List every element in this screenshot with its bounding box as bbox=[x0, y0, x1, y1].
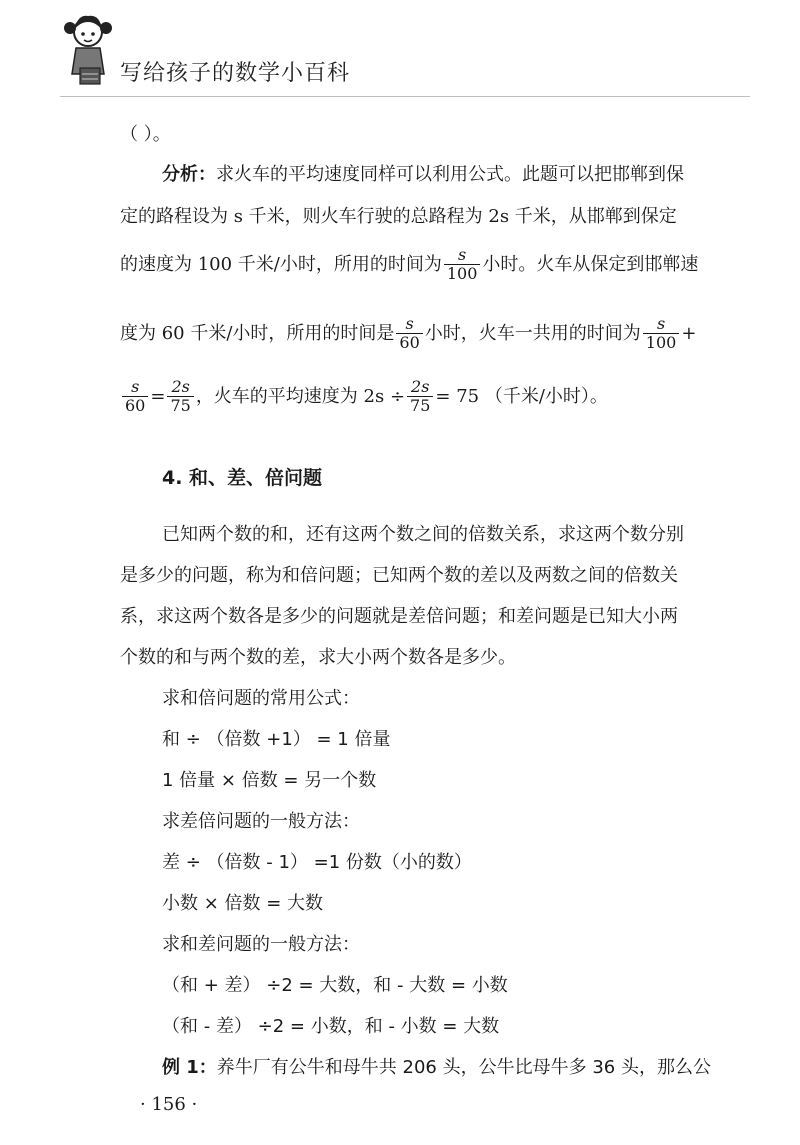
formula-5: （和 + 差） ÷2 = 大数，和 - 大数 = 小数 bbox=[162, 975, 508, 996]
para-line-2: 是多少的问题，称为和倍问题；已知两个数的差以及两数之间的倍数关 bbox=[120, 565, 678, 586]
formula-1: 和 ÷ （倍数 +1） = 1 倍量 bbox=[162, 729, 391, 750]
formula-heading-2: 求差倍问题的一般方法： bbox=[162, 811, 360, 832]
para-line-4: 个数的和与两个数的差，求大小两个数各是多少。 bbox=[120, 647, 516, 668]
para-line-3: 系，求这两个数各是多少的问题就是差倍问题；和差问题是已知大小两 bbox=[120, 606, 678, 627]
analysis-line-4: 度为 60 千米/小时，所用的时间是 $\frac{s}{60}$ 小时，火车一共用的时间为 $\frac{s}{100}$ + bbox=[120, 314, 697, 353]
fraction-s-over-60-b: $\frac{s}{60}$ bbox=[122, 378, 148, 416]
fraction-s-over-60: $\frac{s}{60}$ bbox=[396, 315, 422, 353]
formula-4: 小数 × 倍数 = 大数 bbox=[162, 893, 324, 914]
answer-blank: （ ）。 bbox=[120, 124, 171, 145]
girl-mascot-icon bbox=[60, 12, 118, 90]
example-1 bbox=[162, 1053, 711, 1079]
example-text: 养牛厂有公牛和母牛共 206 头，公牛比母牛多 36 头，那么公 bbox=[216, 1057, 711, 1078]
analysis-line-3: 的速度为 100 千米/小时，所用的时间为 $\frac{s}{100}$ 小时。火车从保定到邯郸速 bbox=[120, 245, 699, 284]
formula-heading-1: 求和倍问题的常用公式： bbox=[162, 688, 360, 709]
book-title: 写给孩子的数学小百科 bbox=[120, 61, 351, 86]
para-line-1: 已知两个数的和，还有这两个数之间的倍数关系，求这两个数分别 bbox=[162, 524, 684, 545]
analysis-line-5: $\frac{s}{60}$ = $\frac{2s}{75}$ ，火车的平均速度为 2s ÷ $\frac{2s}{75}$ = 75 （千米/小时）。 bbox=[120, 378, 608, 416]
analysis-label: 分析： bbox=[162, 164, 216, 185]
page-number: · 156 · bbox=[140, 1094, 198, 1115]
example-label: 例 1： bbox=[162, 1057, 217, 1078]
analysis-line-1 bbox=[162, 160, 684, 186]
fraction-s-over-100: $\frac{s}{100}$ bbox=[444, 246, 481, 284]
formula-3: 差 ÷ （倍数 - 1） =1 份数（小的数） bbox=[162, 852, 472, 873]
analysis-line-2: 定的路程设为 s 千米，则火车行驶的总路程为 2s 千米，从邯郸到保定 bbox=[120, 206, 677, 227]
header-divider bbox=[60, 96, 750, 97]
analysis-text-1: 求火车的平均速度同样可以利用公式。此题可以把邯郸到保 bbox=[216, 164, 684, 185]
section-title: 4. 和、差、倍问题 bbox=[162, 467, 323, 489]
fraction-2s-over-75-b: $\frac{2s}{75}$ bbox=[407, 378, 433, 416]
running-header bbox=[60, 12, 760, 92]
formula-6: （和 - 差） ÷2 = 小数，和 - 小数 = 大数 bbox=[162, 1016, 500, 1037]
formula-heading-3: 求和差问题的一般方法： bbox=[162, 934, 360, 955]
fraction-2s-over-75: $\frac{2s}{75}$ bbox=[167, 378, 193, 416]
formula-2: 1 倍量 × 倍数 = 另一个数 bbox=[162, 770, 377, 791]
fraction-s-over-100-b: $\frac{s}{100}$ bbox=[643, 315, 680, 353]
